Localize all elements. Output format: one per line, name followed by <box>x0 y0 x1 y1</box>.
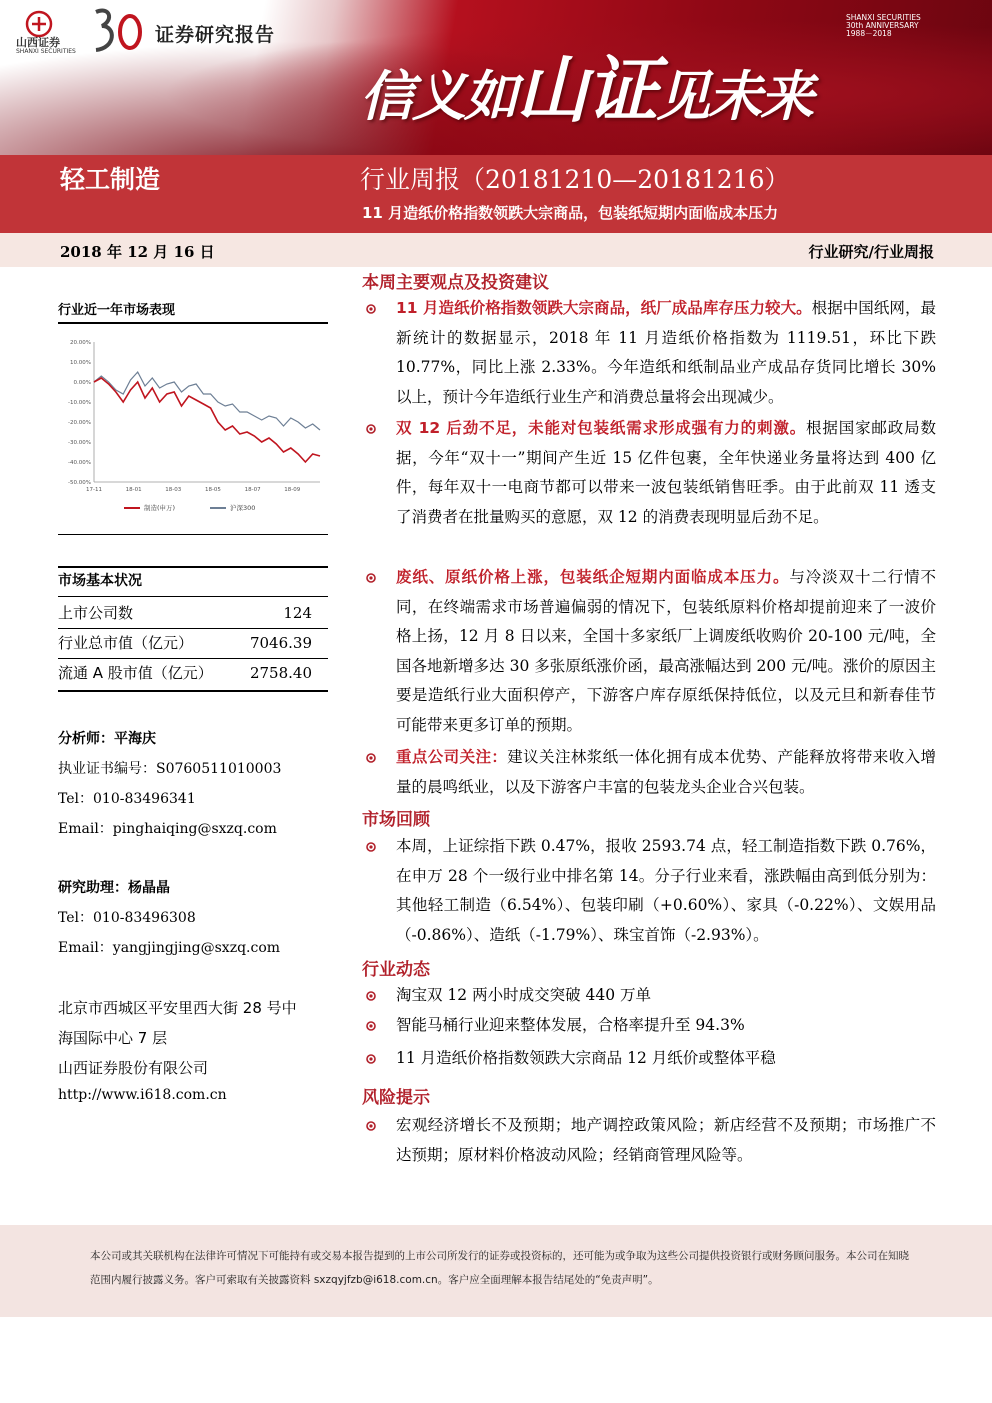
chart-x-tick-label: 18-03 <box>165 487 182 493</box>
chart-y-tick-label: -20.00% <box>68 420 91 426</box>
slogan-part: 见未来 <box>656 64 813 128</box>
market-row-value: 7046.39 <box>249 634 312 652</box>
disclaimer: 本公司或其关联机构在法律许可情况下可能持有或交易本报告提到的上市公司所发行的证券或投资标的，还可能为或争取为这些公司提供投资银行或财务顾问服务。本公司在知晓范围内履行披露义务。客户可索取有关披露资料 sxzqyjfzb@i618.com.cn。客户应全面理解本报告结尾处的“免责声明”。 <box>90 1250 909 1286</box>
divider <box>58 690 328 692</box>
bullet-icon <box>366 991 376 1001</box>
chart-y-tick-label: -40.00% <box>68 460 91 466</box>
market-row-label: 流通 A 股市值（亿元） <box>58 664 213 682</box>
risk-paragraph: 宏观经济增长不及预期；地产调控政策风险；新店经营不及预期；市场推广不达预期；原材料价格波动风险；经销商管理风险等。 <box>396 1116 936 1164</box>
slogan-part: 信义如 <box>360 64 516 128</box>
address-line: 北京市西城区平安里西大街 28 号中 <box>58 999 297 1017</box>
slogan-part: 山 <box>516 47 587 132</box>
logo-text-cn: 山西证券 <box>16 36 60 49</box>
bullet-icon <box>366 1121 376 1131</box>
assistant-name: 研究助理：杨晶晶 <box>58 880 170 896</box>
section-title-review: 市场回顾 <box>362 810 430 830</box>
paragraph-highlight: 重点公司关注： <box>396 748 508 766</box>
slogan-part: 证 <box>586 47 657 132</box>
report-title: 行业周报（20181210—20181216） <box>360 165 790 194</box>
paragraph-text: 根据国家邮政局数据，今年“双十一”期间产生近 15 亿件包裹，全年快递业务量将达到 400 亿件，每年双十一电商节都可以带来一波包装纸销售旺季。由于此前双 11 透支了消费者在批量购买的意愿，双 12 的消费表现明显后劲不足。 <box>396 419 936 526</box>
anniversary-line: SHANXI SECURITIES <box>846 13 921 22</box>
section-title-news: 行业动态 <box>362 960 430 980</box>
section-title-risk: 风险提示 <box>362 1088 430 1108</box>
assistant-email[interactable]: Email：yangjingjing@sxzq.com <box>58 940 281 956</box>
address-line: 海国际中心 7 层 <box>58 1029 168 1047</box>
analyst-name: 分析师：平海庆 <box>58 731 156 747</box>
anniversary-badge <box>846 14 921 38</box>
chart-x-tick-label: 18-07 <box>244 487 261 493</box>
logo-text-en: SHANXI SECURITIES <box>16 48 76 55</box>
divider <box>58 566 328 568</box>
paragraph-highlight: 11 月造纸价格指数领跌大宗商品，纸厂成品库存压力较大。 <box>396 299 812 317</box>
paragraph-text: 根据中国纸网，最新统计的数据显示，2018 年 11 月造纸价格指数为 1119.51，环比下跌 10.77%，同比上涨 2.33%。今年造纸和纸制品业产成品存货同比增长 30%以上，预计今年造纸行业生产和消费总量将会出现减少。 <box>396 299 936 406</box>
market-row-label: 上市公司数 <box>58 604 134 622</box>
divider <box>58 596 328 597</box>
view-paragraph-1 <box>396 294 936 412</box>
chart-y-tick-label: -50.00% <box>68 480 91 486</box>
section-title-views: 本周主要观点及投资建议 <box>362 273 549 293</box>
view-paragraph-3 <box>396 563 936 741</box>
report-date: 2018 年 12 月 16 日 <box>60 243 215 261</box>
chart-y-tick-label: 10.00% <box>70 360 91 366</box>
chart-y-tick-label: -10.00% <box>68 400 91 406</box>
news-item: 智能马桶行业迎来整体发展，合格率提升至 94.3% <box>396 1016 745 1034</box>
paragraph-highlight: 废纸、原纸价格上涨，包装纸企短期内面临成本压力。 <box>396 568 790 586</box>
chart-x-tick-label: 18-05 <box>204 487 221 493</box>
chart-legend-label: 制造(申万) <box>144 504 176 512</box>
bullet-icon <box>366 424 376 434</box>
paragraph-text: 与冷淡双十二行情不同，在终端需求市场普遍偏弱的情况下，包装纸原料价格却提前迎来了一波价格上扬，12 月 8 日以来，全国十多家纸厂上调废纸收购价 20-100 元/吨，全国各地新增多达 30 多张原纸涨价函，最高涨幅达到 200 元/吨。涨价的原因主要是造纸行业大面积停产，下游客户库存原纸保持低位，以及元旦和新春佳节可能带来更多订单的预期。 <box>396 568 936 734</box>
report-subtitle: 11 月造纸价格指数领跌大宗商品，包装纸短期内面临成本压力 <box>362 204 779 222</box>
chart-series-line <box>94 378 320 462</box>
banner <box>0 0 992 155</box>
divider <box>58 322 328 324</box>
view-paragraph-4 <box>396 743 936 802</box>
company-website[interactable]: http://www.i618.com.cn <box>58 1087 227 1103</box>
bullet-icon <box>366 1021 376 1031</box>
analyst-email[interactable]: Email：pinghaiqing@sxzq.com <box>58 821 277 837</box>
assistant-tel: Tel：010-83496308 <box>58 910 196 926</box>
anniversary-line: 30th ANNIVERSARY <box>846 21 919 30</box>
analyst-cert: 执业证书编号：S0760511010003 <box>58 761 282 777</box>
analyst-tel: Tel：010-83496341 <box>58 791 196 807</box>
chart-series-group <box>94 372 320 462</box>
report-category: 行业研究/行业周报 <box>808 243 934 261</box>
market-row <box>58 598 328 628</box>
chart-y-ticks <box>68 340 91 486</box>
chart-legend <box>124 503 255 512</box>
paragraph-highlight: 双 12 后劲不足，未能对包装纸需求形成强有力的刺激。 <box>396 419 807 437</box>
chart-y-tick-label: -30.00% <box>68 440 91 446</box>
divider <box>58 534 328 535</box>
market-row-value: 2758.40 <box>249 664 312 682</box>
review-paragraph: 本周，上证综指下跌 0.47%，报收 2593.74 点，轻工制造指数下跌 0.76%，在申万 28 个一级行业中排名第 14。分子行业来看，涨跌幅由高到低分别为：其他轻工制造（6.54%）、包装印刷（+0.60%）、家具（-0.22%）、文娱用品（-0.86%）、造纸（-1.79%）、珠宝首饰（-2.93%）。 <box>396 837 936 944</box>
market-row <box>58 658 328 688</box>
market-row <box>58 628 328 658</box>
chart-x-tick-label: 18-01 <box>125 487 142 493</box>
chart-grid <box>94 342 320 482</box>
chart-y-tick-label: 20.00% <box>70 340 91 346</box>
performance-title: 行业近一年市场表现 <box>58 303 176 318</box>
bullet-icon <box>366 573 376 583</box>
bullet-icon <box>366 1054 376 1064</box>
chart-legend-label: 沪深300 <box>230 504 256 512</box>
chart-x-ticks <box>86 487 301 493</box>
news-item: 淘宝双 12 两小时成交突破 440 万单 <box>396 986 652 1004</box>
market-row-label: 行业总市值（亿元） <box>58 634 194 652</box>
chart-y-tick-label: 0.00% <box>73 380 91 386</box>
bullet-icon <box>366 304 376 314</box>
chart-x-tick-label: 18-09 <box>284 487 301 493</box>
news-item: 11 月造纸价格指数领跌大宗商品 12 月纸价或整体平稳 <box>396 1049 776 1067</box>
chart-series-line <box>94 372 320 430</box>
bullet-icon <box>366 842 376 852</box>
slogan <box>360 32 812 136</box>
market-row-value: 124 <box>283 604 312 622</box>
sector-name: 轻工制造 <box>60 165 161 194</box>
bullet-icon <box>366 753 376 763</box>
paragraph-text: 建议关注林浆纸一体化拥有成本优势、产能释放将带来收入增量的晨鸣纸业，以及下游客户丰富的包装龙头企业合兴包装。 <box>396 748 936 796</box>
view-paragraph-2 <box>396 414 936 532</box>
thirty-anniversary-logo-icon <box>92 6 148 56</box>
market-performance-chart <box>58 330 328 530</box>
market-status-title: 市场基本状况 <box>58 573 142 589</box>
report-type: 证券研究报告 <box>155 24 276 46</box>
company-name: 山西证券股份有限公司 <box>58 1059 209 1077</box>
anniversary-line: 1988－2018 <box>846 29 892 38</box>
chart-x-tick-label: 17-11 <box>86 487 102 493</box>
